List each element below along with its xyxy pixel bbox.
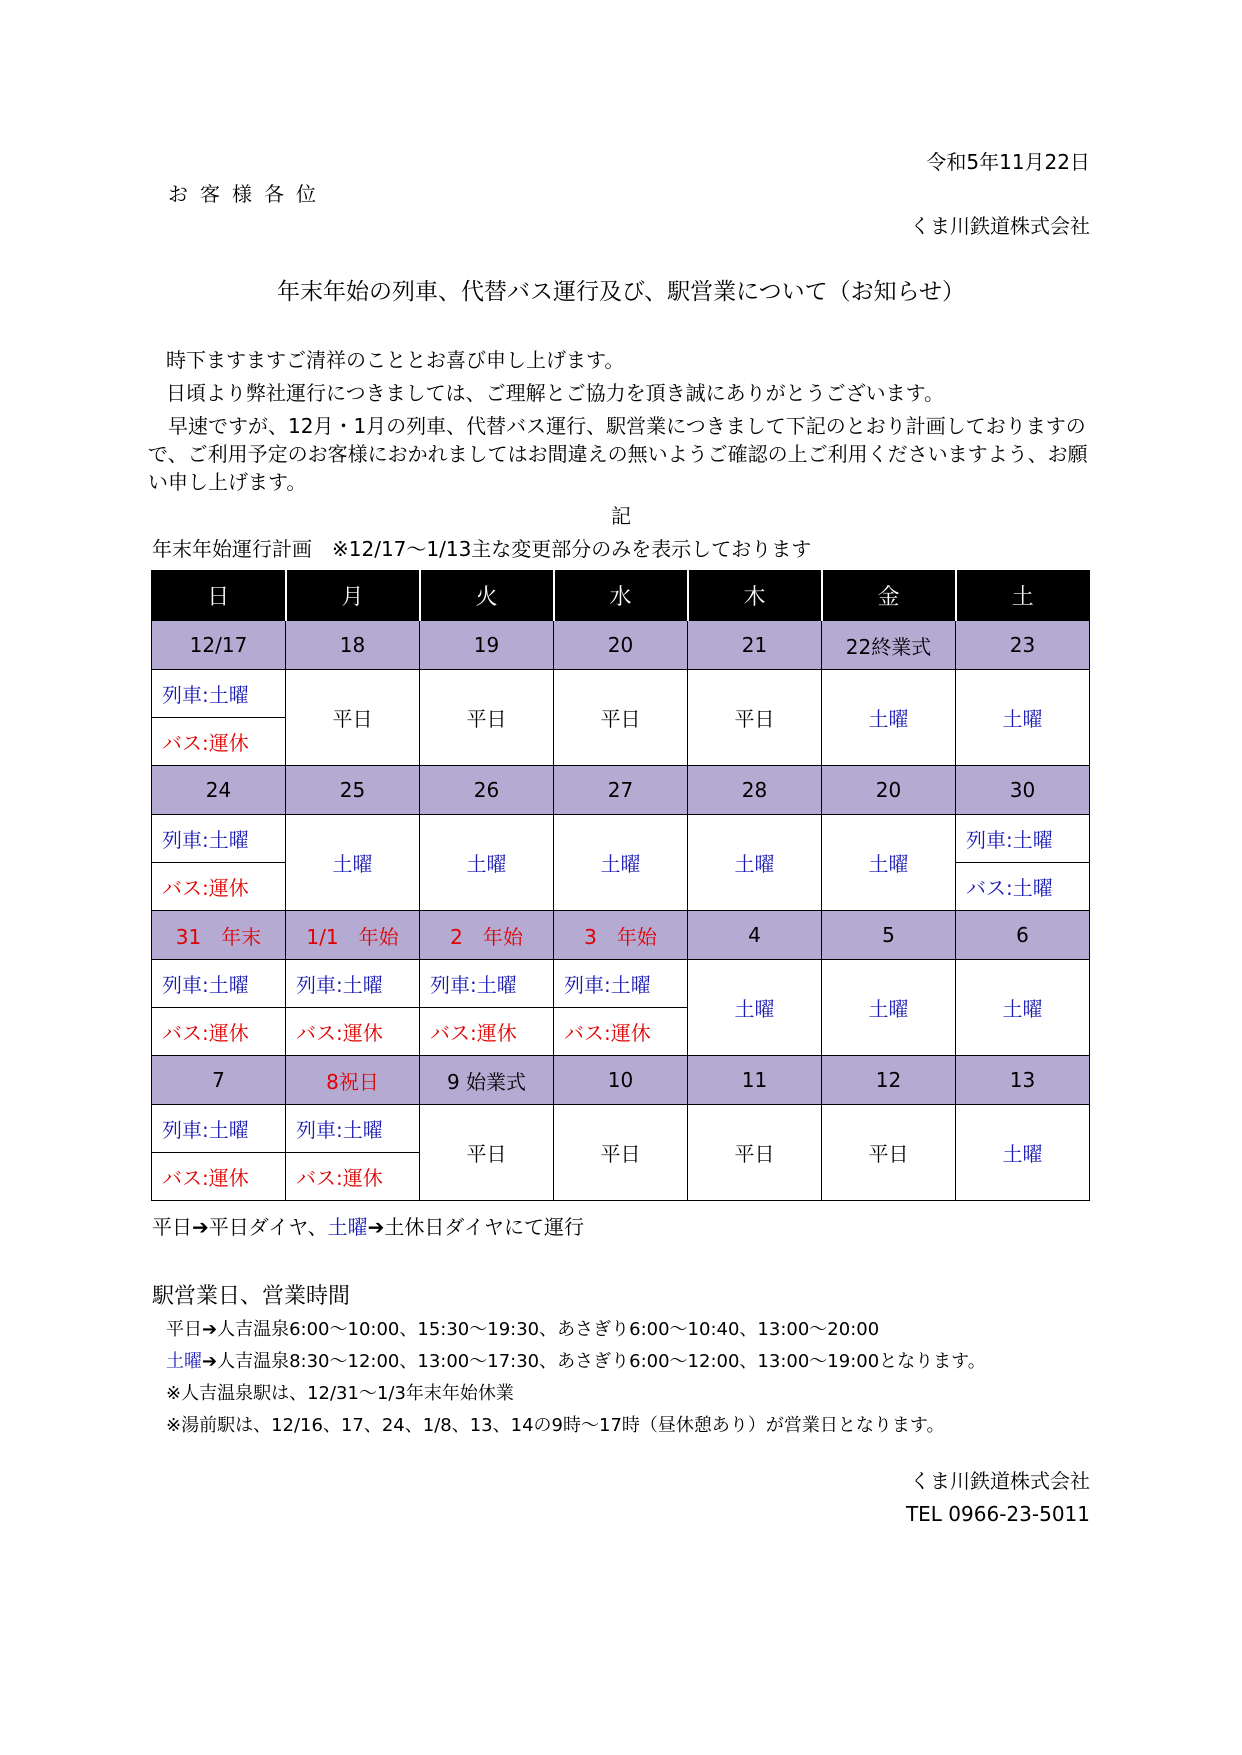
document-date: 令和5年11月22日 — [926, 150, 1090, 174]
date-cell: 1/1 年始 — [286, 911, 420, 960]
date-cell: 26 — [420, 766, 554, 815]
date-cell: 8祝日 — [286, 1056, 420, 1105]
plan-heading: 年末年始運行計画 ※12/17～1/13主な変更部分のみを表示しております — [152, 537, 812, 561]
date-cell: 12 — [822, 1056, 956, 1105]
date-cell: 5 — [822, 911, 956, 960]
schedule-cell: 土曜 — [822, 815, 956, 911]
date-cell: 11 — [688, 1056, 822, 1105]
date-cell: 23 — [956, 621, 1090, 670]
footer-company: くま川鉄道株式会社 — [910, 1469, 1090, 1493]
weekday-header: 木 — [688, 571, 822, 621]
hours-saturday-text: 人吉温泉8:30～12:00、13:00～17:30、あさぎり6:00～12:00、13:00～19:00となります。 — [217, 1351, 986, 1372]
legend-weekday-desc: 平日ダイヤ、 — [208, 1215, 328, 1239]
weekday-header: 月 — [286, 571, 420, 621]
hours-weekday-text: 人吉温泉6:00～10:00、15:30～19:30、あさぎり6:00～10:40、13:00～20:00 — [217, 1319, 880, 1340]
train-status-cell: 列車:土曜 — [286, 1105, 420, 1153]
train-status-cell: 列車:土曜 — [152, 1105, 286, 1153]
schedule-cell: 平日 — [688, 1105, 822, 1201]
legend-weekday: 平日 — [152, 1215, 192, 1239]
train-status-cell: 列車:土曜 — [152, 815, 286, 863]
schedule-cell: 土曜 — [420, 815, 554, 911]
schedule-cell: 平日 — [286, 670, 420, 766]
ki-heading: 記 — [611, 504, 631, 528]
hours-weekday-label: 平日 — [166, 1319, 202, 1340]
schedule-cell: 平日 — [822, 1105, 956, 1201]
hours-heading: 駅営業日、営業時間 — [152, 1284, 351, 1309]
date-cell: 12/17 — [152, 621, 286, 670]
weekday-header: 土 — [956, 571, 1090, 621]
greeting-paragraph: 時下ますますご清祥のこととお喜び申し上げます。 — [166, 348, 625, 372]
legend-saturday: 土曜 — [327, 1215, 368, 1239]
weekday-header: 水 — [554, 571, 688, 621]
weekday-header: 金 — [822, 571, 956, 621]
date-cell: 31 年末 — [152, 911, 286, 960]
date-cell: 18 — [286, 621, 420, 670]
weekday-header: 日 — [152, 571, 286, 621]
notice-paragraph: 早速ですが、12月・1月の列車、代替バス運行、駅営業につきまして下記のとおり計画しておりますので、ご利用予定のお客様におかれましてはお間違えの無いようご確認の上ご利用くださいますよう、お願い申し上げます。 — [148, 414, 1088, 494]
date-cell: 4 — [688, 911, 822, 960]
schedule-cell: 平日 — [554, 1105, 688, 1201]
date-cell: 22終業式 — [822, 621, 956, 670]
bus-status-cell: バス:運休 — [420, 1008, 554, 1056]
bus-status-cell: バス:土曜 — [956, 863, 1090, 911]
arrow-icon: ➔ — [367, 1215, 385, 1239]
weekday-header: 火 — [420, 571, 554, 621]
train-status-cell: 列車:土曜 — [152, 670, 286, 718]
date-cell: 25 — [286, 766, 420, 815]
bus-status-cell: バス:運休 — [152, 863, 286, 911]
bus-status-cell: バス:運休 — [286, 1008, 420, 1056]
arrow-icon: ➔ — [202, 1319, 218, 1340]
schedule-cell: 平日 — [688, 670, 822, 766]
schedule-cell: 土曜 — [822, 960, 956, 1056]
date-cell: 27 — [554, 766, 688, 815]
date-cell: 2 年始 — [420, 911, 554, 960]
schedule-cell: 平日 — [420, 1105, 554, 1201]
yunomae-note: ※湯前駅は、12/16、17、24、1/8、13、14の9時～17時（昼休憩あり）が営業日となります。 — [166, 1415, 945, 1436]
arrow-icon: ➔ — [192, 1215, 209, 1239]
bus-status-cell: バス:運休 — [554, 1008, 688, 1056]
schedule-cell: 土曜 — [554, 815, 688, 911]
bus-status-cell: バス:運休 — [152, 1153, 286, 1201]
hours-weekday — [166, 1317, 879, 1343]
date-cell: 7 — [152, 1056, 286, 1105]
schedule-cell: 土曜 — [688, 815, 822, 911]
hitoyoshi-closure-note: ※人吉温泉駅は、12/31～1/3年末年始休業 — [166, 1383, 514, 1404]
train-status-cell: 列車:土曜 — [554, 960, 688, 1008]
date-cell: 9 始業式 — [420, 1056, 554, 1105]
addressee: お客様各位 — [168, 182, 328, 206]
schedule-cell: 土曜 — [688, 960, 822, 1056]
bus-status-cell: バス:運休 — [152, 718, 286, 766]
legend — [152, 1213, 584, 1241]
date-cell: 6 — [956, 911, 1090, 960]
operation-calendar — [151, 570, 1090, 1201]
schedule-cell: 土曜 — [956, 960, 1090, 1056]
date-cell: 19 — [420, 621, 554, 670]
train-status-cell: 列車:土曜 — [420, 960, 554, 1008]
schedule-cell: 土曜 — [956, 1105, 1090, 1201]
bus-status-cell: バス:運休 — [286, 1153, 420, 1201]
train-status-cell: 列車:土曜 — [152, 960, 286, 1008]
company-name: くま川鉄道株式会社 — [910, 214, 1090, 238]
hours-saturday — [166, 1349, 986, 1375]
date-cell: 24 — [152, 766, 286, 815]
date-cell: 30 — [956, 766, 1090, 815]
train-status-cell: 列車:土曜 — [956, 815, 1090, 863]
schedule-cell: 平日 — [554, 670, 688, 766]
legend-saturday-desc: 土休日ダイヤにて運行 — [384, 1215, 584, 1239]
footer-tel: TEL 0966-23-5011 — [905, 1502, 1090, 1526]
date-cell: 13 — [956, 1056, 1090, 1105]
date-cell: 21 — [688, 621, 822, 670]
thanks-paragraph: 日頃より弊社運行につきましては、ご理解とご協力を頂き誠にありがとうございます。 — [166, 381, 944, 405]
schedule-cell: 土曜 — [822, 670, 956, 766]
train-status-cell: 列車:土曜 — [286, 960, 420, 1008]
date-cell: 20 — [822, 766, 956, 815]
date-cell: 3 年始 — [554, 911, 688, 960]
schedule-cell: 平日 — [420, 670, 554, 766]
arrow-icon: ➔ — [202, 1351, 218, 1372]
notice-title: 年末年始の列車、代替バス運行及び、駅営業について（お知らせ） — [277, 279, 965, 305]
schedule-cell: 土曜 — [956, 670, 1090, 766]
date-cell: 10 — [554, 1056, 688, 1105]
date-cell: 28 — [688, 766, 822, 815]
schedule-cell: 土曜 — [286, 815, 420, 911]
date-cell: 20 — [554, 621, 688, 670]
bus-status-cell: バス:運休 — [152, 1008, 286, 1056]
hours-saturday-label: 土曜 — [166, 1351, 202, 1372]
